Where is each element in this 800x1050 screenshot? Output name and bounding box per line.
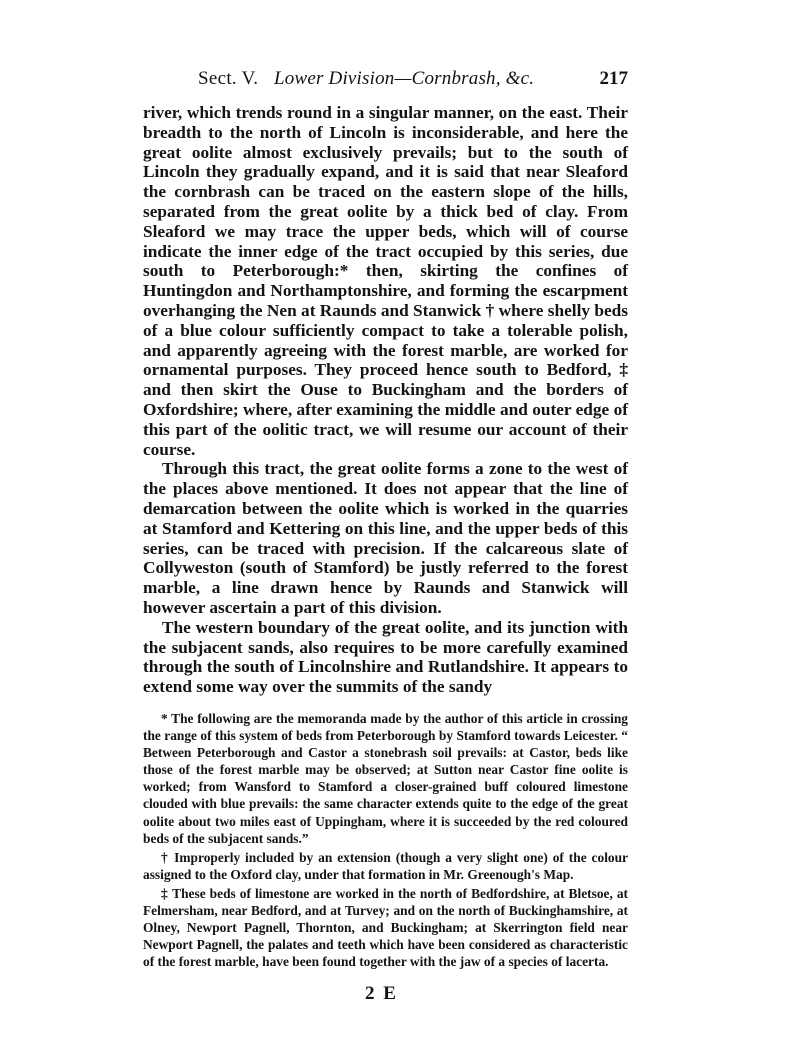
paragraph-1: river, which trends round in a singular manner, on the east. Their breadth to the north of Lincoln is inconsiderable, and here the great oolite almost exclusively prevails; but to the south of Lincoln they gradually expand, and it is said that near Sleaford the cornbrash can be traced on the eastern slope of the hills, separated from the great oolite by a thick bed of clay. From Sleaford we may trace the upper beds, which will of course indicate the inner edge of the tract occupied by this series, due south to Peterborough:* then, skirting the confines of Huntingdon and Northamptonshire, and forming the escarpment overhanging the Nen at Raunds and Stanwick † where shelly beds of a blue colour sufficiently compact to take a tolerable polish, and apparently agreeing with the forest marble, are worked for ornamental purposes. They proceed hence south to Bedford, ‡ and then skirt the Ouse to Buckingham and the borders of Oxfordshire; where, after examining the middle and outer edge of this part of the oolitic tract, we will resume our account of their course. xyxy=(143,103,628,459)
signature-mark: 2 E xyxy=(365,983,398,1004)
footnotes xyxy=(143,710,628,972)
paragraph-3: The western boundary of the great oolite, and its junction with the subjacent sands, also requires to be more carefully examined through the south of Lincolnshire and Rutlandshire. It appears to extend some way over the summits of the sandy xyxy=(143,617,628,697)
page-number: 217 xyxy=(599,68,628,89)
footnote-asterisk: * The following are the memoranda made by the author of this article in crossing the range of this system of beds from Peterborough by Stamford towards Leicester. “ Between Peterborough and Castor a stonebrash soil prevails: at Castor, beds like those of the forest marble may be observed; at Sutton near Castor fine oolite is worked; from Wansford to Stamford a closer-grained buff coloured limestone clouded with blue prevails: the same character extends quite to the edge of the great oolite about two miles east of Uppingham, where it is succeeded by the red coloured beds of the subjacent sands.” xyxy=(143,711,628,846)
running-title: Lower Division—Cornbrash, &c. xyxy=(274,68,535,89)
footnote-dagger: † Improperly included by an extension (though a very slight one) of the colour assigned to the Oxford clay, under that formation in Mr. Greenough's Map. xyxy=(143,849,628,882)
main-text xyxy=(143,103,628,697)
section-label: Sect. V. xyxy=(198,68,259,89)
footnote-double-dagger: ‡ These beds of limestone are worked in the north of Bedfordshire, at Bletsoe, at Felmersham, near Bedford, and at Turvey; and on the north of Buckinghamshire, at Olney, Newport Pagnell, Thornton, and Buckingham; at Skerrington field near Newport Pagnell, the palates and teeth which have been considered as characteristic of the forest marble, have been found together with the jaw of a species of lacerta. xyxy=(143,885,628,970)
paragraph-2: Through this tract, the great oolite forms a zone to the west of the places above mentioned. It does not appear that the line of demarcation between the oolite which is worked in the quarries at Stamford and Kettering on this line, and the upper beds of this series, can be traced with precision. If the calcareous slate of Collyweston (south of Stamford) be justly referred to the forest marble, a line drawn hence by Raunds and Stanwick will however ascertain a part of this division. xyxy=(143,459,628,617)
